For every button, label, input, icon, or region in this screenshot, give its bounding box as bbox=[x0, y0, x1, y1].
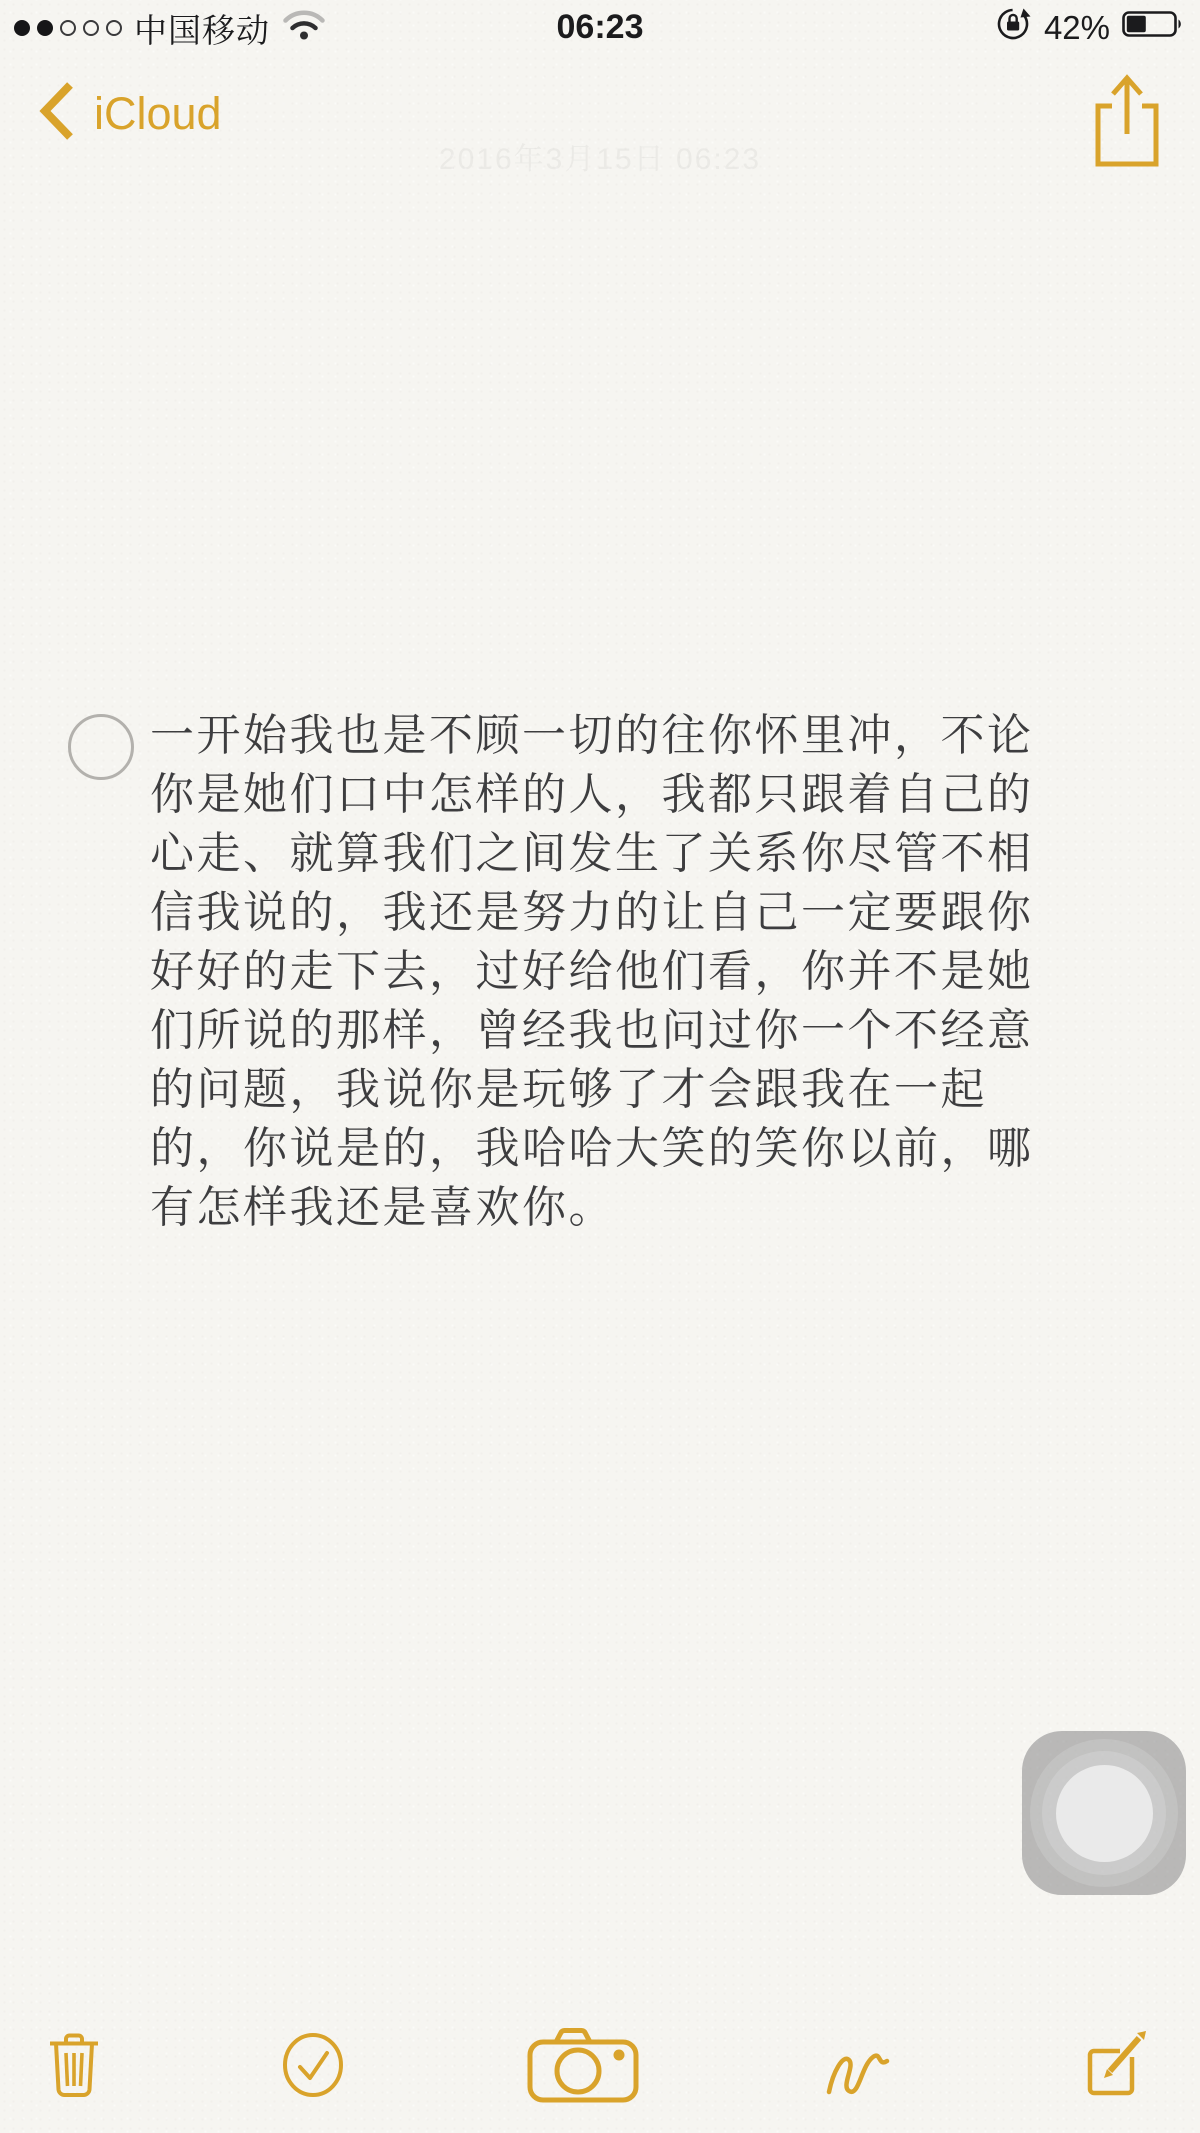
trash-icon bbox=[48, 2088, 100, 2103]
sketch-button[interactable] bbox=[821, 2026, 899, 2104]
assistive-touch-outer-ring bbox=[1030, 1739, 1178, 1887]
sketch-squiggle-icon bbox=[821, 2092, 899, 2107]
battery-percent-label: 42% bbox=[1043, 9, 1110, 46]
note-text-line[interactable]: 你是她们口中怎样的人，我都只跟着自己的 bbox=[150, 770, 1034, 819]
note-text[interactable] bbox=[150, 706, 1160, 1237]
compose-icon bbox=[1080, 2089, 1152, 2104]
battery-icon bbox=[1122, 9, 1186, 48]
note-text-line[interactable]: 信我说的，我还是努力的让自己一定要跟你 bbox=[150, 888, 1034, 937]
note-text-line[interactable]: 们所说的那样，曾经我也问过你一个不经意 bbox=[150, 1006, 1034, 1055]
carrier-label: 中国移动 bbox=[134, 11, 270, 49]
bottom-toolbar bbox=[0, 2010, 1200, 2133]
note-text-line[interactable]: 有怎样我还是喜欢你。 bbox=[150, 1183, 615, 1232]
status-bar bbox=[0, 0, 1200, 52]
clock-label: 06:23 bbox=[556, 8, 644, 46]
note-date: 2016年3月15日 06:23 bbox=[438, 143, 762, 176]
wifi-icon bbox=[282, 7, 326, 49]
back-button-label: iCloud bbox=[94, 87, 222, 139]
assistive-touch-button[interactable] bbox=[1022, 1731, 1186, 1895]
checklist-icon bbox=[281, 2087, 345, 2102]
rotation-lock-icon bbox=[994, 5, 1032, 51]
cell-signal-icon bbox=[14, 20, 122, 36]
checklist-button[interactable] bbox=[281, 2031, 345, 2099]
note-text-line[interactable]: 心走、就算我们之间发生了关系你尽管不相 bbox=[150, 829, 1034, 878]
note-text-line[interactable]: 的问题，我说你是玩够了才会跟我在一起 bbox=[150, 1065, 987, 1114]
assistive-touch-core bbox=[1056, 1765, 1153, 1862]
compose-button[interactable] bbox=[1080, 2029, 1152, 2101]
delete-note-button[interactable] bbox=[48, 2030, 100, 2100]
assistive-touch-mid-ring bbox=[1042, 1751, 1166, 1875]
camera-button[interactable] bbox=[526, 2025, 640, 2105]
note-text-line[interactable]: 好好的走下去，过好给他们看，你并不是她 bbox=[150, 947, 1034, 996]
note-text-line[interactable]: 一开始我也是不顾一切的往你怀里冲，不论 bbox=[150, 711, 1034, 760]
checklist-circle[interactable] bbox=[68, 714, 134, 780]
camera-icon bbox=[526, 2093, 640, 2108]
note-text-line[interactable]: 的，你说是的，我哈哈大笑的笑你以前，哪 bbox=[150, 1124, 1034, 1173]
